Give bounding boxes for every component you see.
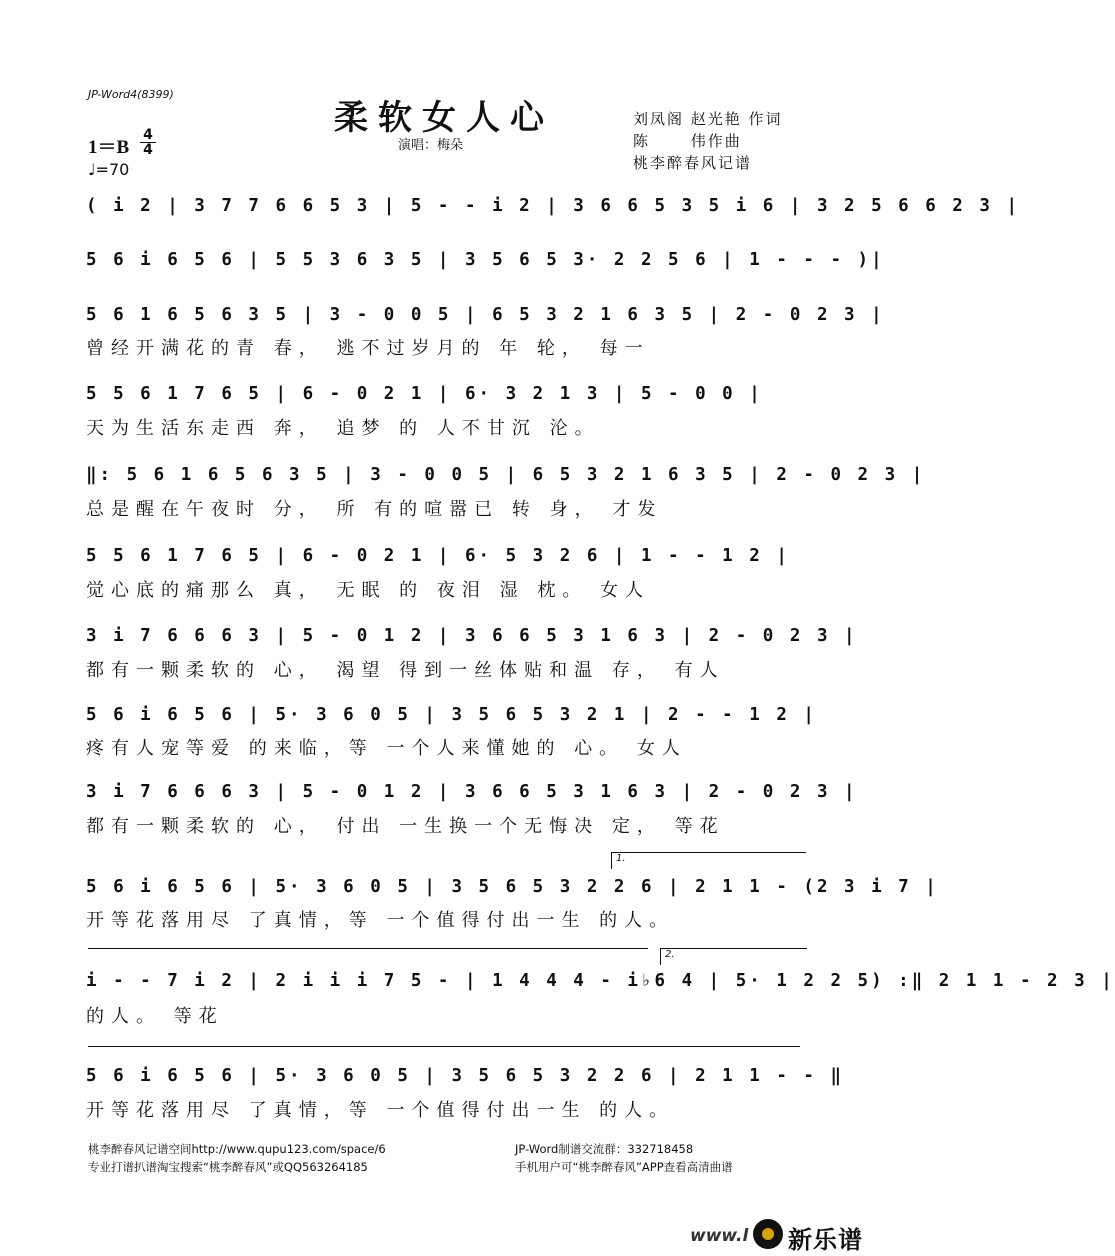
lyric-line-7: 都有一颗柔软的 心， 渴望 得到一丝体贴和温 存， 有人 bbox=[86, 660, 725, 681]
score-line-12: 5 6 i 6 5 6 | 5· 3 6 0 5 | 3 5 6 5 3 2 2 6 | 2 1 1 - - ‖ bbox=[86, 1066, 845, 1086]
score-line-10: 5 6 i 6 5 6 | 5· 3 6 0 5 | 3 5 6 5 3 2 2 6 | 2 1 1 - (2 3 i 7 | bbox=[86, 877, 939, 897]
song-title: 柔软女人心 bbox=[334, 98, 554, 138]
volta-2: 2. bbox=[660, 948, 807, 965]
lyric-line-8: 疼有人宠等爱 的来临，等 一个人来懂她的 心。 女人 bbox=[86, 738, 687, 759]
lyric-line-5: 总是醒在午夜时 分， 所 有的喧嚣已 转 身， 才发 bbox=[86, 499, 663, 520]
footer-group-note: JP-Word制谱交流群：332718458 bbox=[515, 1142, 694, 1156]
record-logo-icon bbox=[753, 1219, 783, 1249]
lyric-line-10: 开等花落用尽 了真情，等 一个值得付出一生 的人。 bbox=[86, 910, 675, 931]
lyric-line-11: 的人。 等花 bbox=[86, 1006, 224, 1027]
score-line-7: 3 i 7 6 6 6 3 | 5 - 0 1 2 | 3 6 6 5 3 1 6 3 | 2 - 0 2 3 | bbox=[86, 626, 858, 646]
time-signature bbox=[140, 128, 156, 157]
tempo-marking: ♩=70 bbox=[88, 160, 130, 179]
score-line-11: i - - 7 i 2 | 2 i i i 7 5 - | 1 4 4 4 - i♭6 4 | 5· 1 2 2 5) :‖ 2 1 1 - 2 3 | bbox=[86, 971, 1115, 991]
score-line-3: 5 6 1 6 5 6 3 5 | 3 - 0 0 5 | 6 5 3 2 1 6 3 5 | 2 - 0 2 3 | bbox=[86, 305, 885, 325]
transcriber-credit: 桃李醉春风记谱 bbox=[633, 154, 753, 172]
lyricist-credit: 刘凤阁 赵光艳 作词 bbox=[633, 110, 783, 128]
lyric-line-9: 都有一颗柔软的 心， 付出 一生换一个无悔决 定， 等花 bbox=[86, 816, 725, 837]
score-line-1: ( i 2 | 3 7 7 6 6 5 3 | 5 - - i 2 | 3 6 6 5 3 5 i 6 | 3 2 5 6 6 2 3 | bbox=[86, 196, 1020, 216]
composer-credit: 陈 伟作曲 bbox=[633, 132, 742, 150]
brand-logo-text: 新乐谱 bbox=[788, 1226, 863, 1254]
score-line-2: 5 6 i 6 5 6 | 5 5 3 6 3 5 | 3 5 6 5 3· 2 2 5 6 | 1 - - - )| bbox=[86, 250, 885, 270]
footer-space-url[interactable]: 桃李醉春风记谱空间http://www.qupu123.com/space/6 bbox=[88, 1142, 386, 1156]
score-line-6: 5 5 6 1 7 6 5 | 6 - 0 2 1 | 6· 5 3 2 6 | 1 - - 1 2 | bbox=[86, 546, 790, 566]
source-note: JP-Word4(8399) bbox=[88, 88, 174, 101]
ending-bracket-line bbox=[88, 1046, 800, 1047]
score-line-5: ‖: 5 6 1 6 5 6 3 5 | 3 - 0 0 5 | 6 5 3 2 1 6 3 5 | 2 - 0 2 3 | bbox=[86, 465, 926, 485]
key-signature: 1＝B bbox=[88, 137, 130, 158]
lyric-line-12: 开等花落用尽 了真情，等 一个值得付出一生 的人。 bbox=[86, 1100, 675, 1121]
singer: 演唱：梅朵 bbox=[398, 138, 464, 153]
footer-app-note: 手机用户可“桃李醉春风”APP查看高清曲谱 bbox=[515, 1160, 733, 1174]
volta-1: 1. bbox=[611, 852, 806, 869]
footer-taobao-note: 专业打谱扒谱淘宝搜索“桃李醉春风”或QQ563264185 bbox=[88, 1160, 368, 1174]
credits bbox=[633, 108, 783, 174]
time-top: 4 bbox=[143, 127, 153, 143]
lyric-line-6: 觉心底的痛那么 真， 无眠 的 夜泪 湿 枕。 女人 bbox=[86, 580, 651, 601]
time-bottom: 4 bbox=[140, 142, 156, 157]
score-line-4: 5 5 6 1 7 6 5 | 6 - 0 2 1 | 6· 3 2 1 3 | 5 - 0 0 | bbox=[86, 384, 763, 404]
score-line-9: 3 i 7 6 6 6 3 | 5 - 0 1 2 | 3 6 6 5 3 1 6 3 | 2 - 0 2 3 | bbox=[86, 782, 858, 802]
volta-continuation-line bbox=[88, 948, 648, 949]
lyric-line-3: 曾经开满花的青 春， 逃不过岁月的 年 轮， 每一 bbox=[86, 338, 650, 359]
score-line-8: 5 6 i 6 5 6 | 5· 3 6 0 5 | 3 5 6 5 3 2 1 | 2 - - 1 2 | bbox=[86, 705, 817, 725]
footer-left bbox=[88, 1140, 386, 1176]
footer-right bbox=[515, 1140, 733, 1176]
watermark-url: www.l bbox=[690, 1226, 749, 1246]
lyric-line-4: 天为生活东走西 奔， 追梦 的 人不甘沉 沦。 bbox=[86, 418, 600, 439]
